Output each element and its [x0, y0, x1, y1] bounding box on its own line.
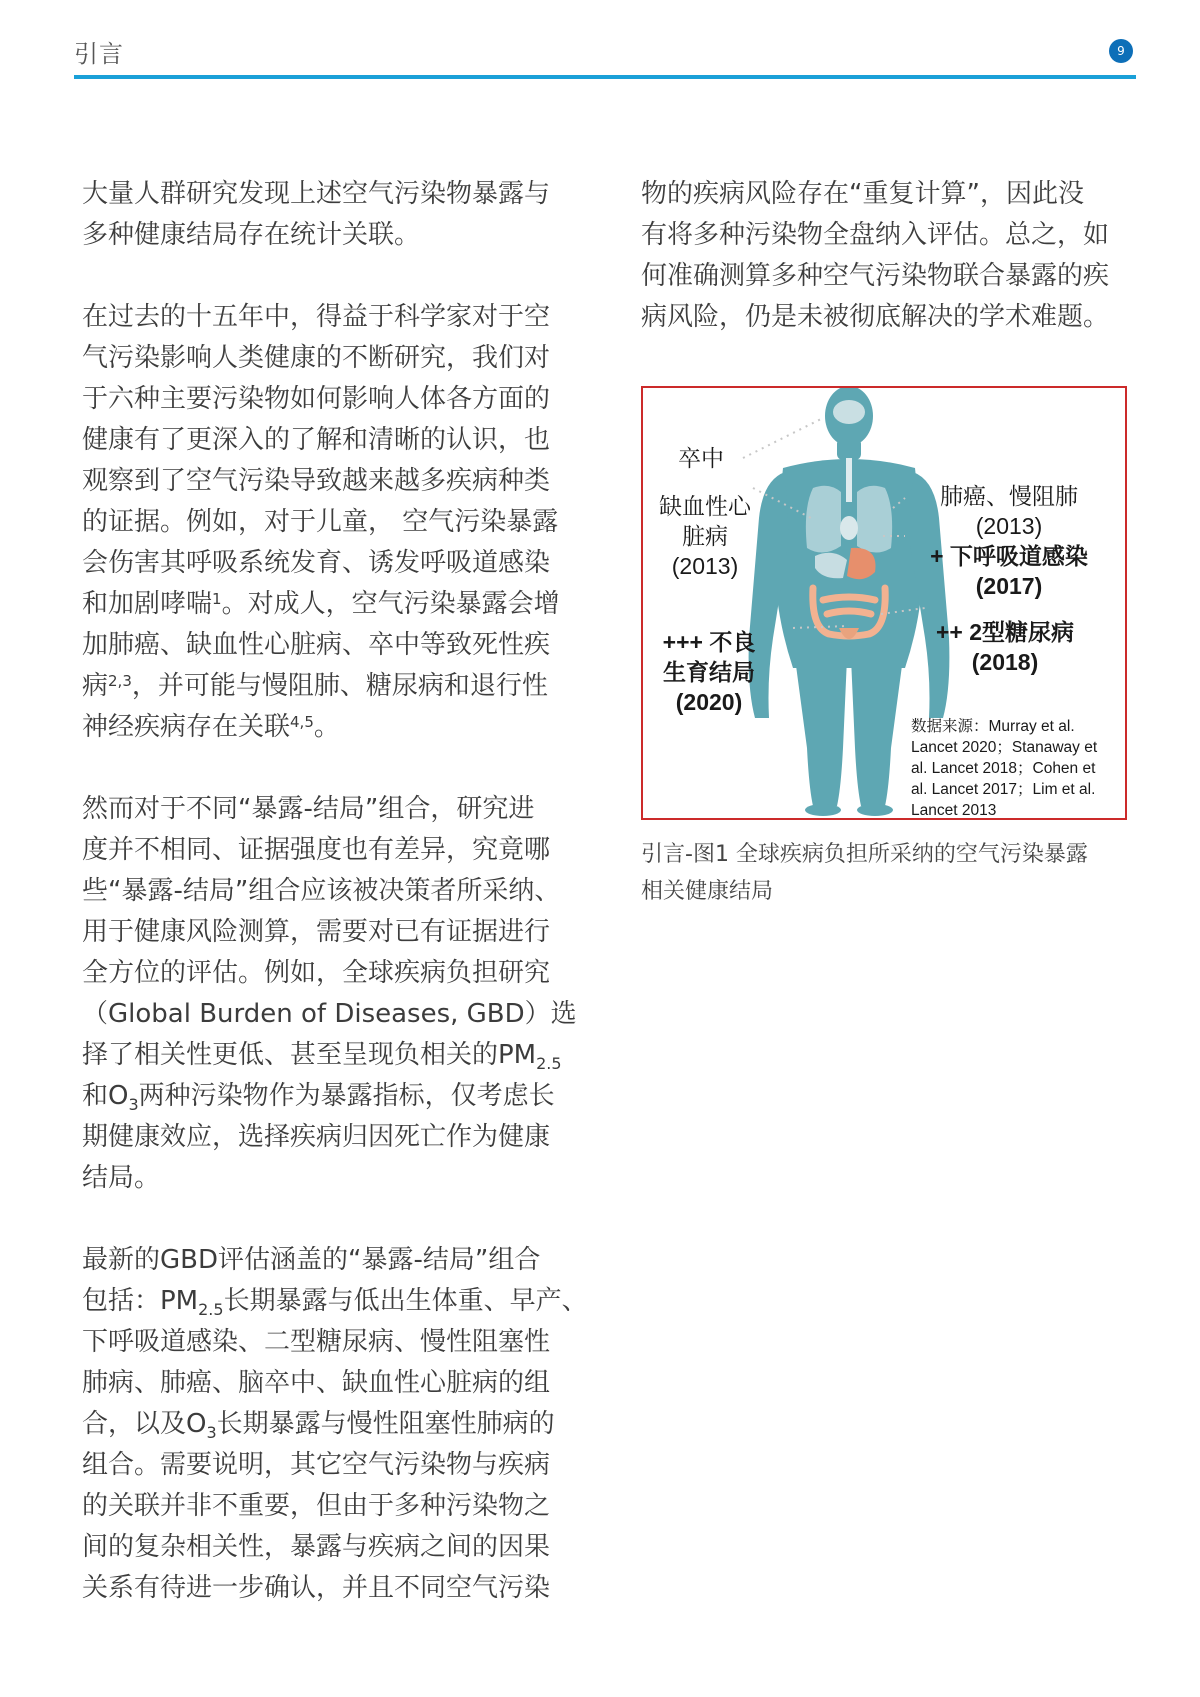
- label-ihd-year: (2013): [671, 553, 739, 579]
- text-run: 和加剧哮喘: [82, 589, 213, 619]
- text-line: 关系有待进一步确认，并且不同空气污染: [82, 1573, 551, 1603]
- text-line: 然而对于不同“暴露-结局”组合，研究进: [82, 794, 535, 824]
- text-line: 于六种主要污染物如何影响人体各方面的: [82, 384, 551, 414]
- caption-line: 引言-图1 全球疾病负担所采纳的空气污染暴露: [641, 842, 1088, 867]
- label-lri: + 下呼吸道感染: [930, 543, 1088, 569]
- label-ihd-line2: 脏病: [682, 523, 728, 549]
- text-line: 的关联并非不重要，但由于多种污染物之: [82, 1491, 551, 1521]
- running-header-title: 引言: [74, 40, 124, 68]
- text-line: [82, 1404, 582, 1445]
- text-line: 用于健康风险测算，需要对已有证据进行: [82, 917, 551, 947]
- brain-icon: [833, 400, 865, 424]
- text-line: [82, 584, 582, 625]
- citation-superscript: 1: [212, 590, 222, 608]
- text-line: 的证据。例如，对于儿童， 空气污染暴露: [82, 507, 559, 537]
- subscript: 2.5: [198, 1300, 224, 1319]
- figure-data-source: [911, 716, 1123, 820]
- label-stroke: 卒中: [678, 445, 724, 471]
- paragraph-3: [82, 789, 582, 1199]
- paragraph-2: [82, 297, 582, 748]
- citation-superscript: 2,3: [108, 672, 132, 690]
- source-line: al. Lancet 2018；Cohen et: [911, 760, 1096, 777]
- paragraph-4: [82, 1240, 588, 1609]
- text-line: 在过去的十五年中，得益于科学家对于空: [82, 302, 551, 332]
- text-run: 神经疾病存在关联: [82, 712, 291, 742]
- label-lri-year: (2017): [975, 573, 1043, 599]
- text-line: 大量人群研究发现上述空气污染物暴露与: [82, 179, 551, 209]
- citation-superscript: 4,5: [290, 713, 314, 731]
- text-run: 长期暴露与慢性阻塞性肺病的: [216, 1409, 555, 1439]
- text-run: 。: [313, 712, 340, 742]
- text-line: 期健康效应，选择疾病归因死亡作为健康: [82, 1122, 551, 1152]
- label-ihd-line1: 缺血性心: [659, 493, 751, 519]
- text-line: 间的复杂相关性，暴露与疾病之间的因果: [82, 1532, 551, 1562]
- text-line: [82, 1035, 582, 1076]
- source-line: 数据来源：Murray et al.: [911, 718, 1075, 735]
- label-birth-year: (2020): [675, 689, 743, 715]
- text-line: 会伤害其呼吸系统发育、诱发呼吸道感染: [82, 548, 551, 578]
- text-line: 最新的GBD评估涵盖的“暴露-结局”组合: [82, 1245, 541, 1275]
- trachea-icon: [846, 458, 852, 502]
- text-run: 。对成人，空气污染暴露会增: [221, 589, 560, 619]
- subscript: 3: [128, 1095, 139, 1114]
- text-run: 择了相关性更低、甚至呈现负相关的PM: [82, 1040, 537, 1070]
- label-lung-year: (2013): [975, 513, 1043, 539]
- text-line: 下呼吸道感染、二型糖尿病、慢性阻塞性: [82, 1327, 551, 1357]
- source-line: al. Lancet 2017；Lim et al.: [911, 781, 1096, 798]
- text-line: 加肺癌、缺血性心脏病、卒中等致死性疾: [82, 630, 551, 660]
- subscript: 2.5: [536, 1054, 562, 1073]
- text-run: 包括：PM: [82, 1286, 199, 1316]
- text-line: 何准确测算多种空气污染物联合暴露的疾: [641, 261, 1110, 291]
- subscript: 3: [206, 1423, 217, 1442]
- text-line: 有将多种污染物全盘纳入评估。总之，如: [641, 220, 1110, 250]
- text-line: 气污染影响人类健康的不断研究，我们对: [82, 343, 551, 373]
- health-outcomes-figure: [641, 386, 1127, 820]
- text-line: [82, 1281, 588, 1322]
- source-line: Lancet 2020；Stanaway et: [911, 739, 1098, 756]
- text-line: 肺病、肺癌、脑卒中、缺血性心脏病的组: [82, 1368, 551, 1398]
- text-line: 健康有了更深入的了解和清晰的认识，也: [82, 425, 551, 455]
- text-line: [82, 666, 582, 707]
- text-line: 组合。需要说明，其它空气污染物与疾病: [82, 1450, 551, 1480]
- label-lung: 肺癌、慢阻肺: [940, 483, 1078, 509]
- text-run: ，并可能与慢阻肺、糖尿病和退行性: [131, 671, 548, 701]
- text-run: 两种污染物作为暴露指标，仅考虑长: [138, 1081, 555, 1111]
- text-line: 度并不相同、证据强度也有差异，究竟哪: [82, 835, 551, 865]
- caption-line: 相关健康结局: [641, 879, 774, 904]
- text-line: 多种健康结局存在统计关联。: [82, 220, 421, 250]
- paragraph-1: [82, 174, 582, 256]
- label-diabetes: ++ 2型糖尿病: [935, 619, 1075, 645]
- header-divider: [74, 75, 1136, 79]
- text-line: 些“暴露-结局”组合应该被决策者所采纳、: [82, 876, 561, 906]
- text-run: 长期暴露与低出生体重、早产、: [223, 1286, 588, 1316]
- label-birth-line1: +++ 不良: [662, 629, 756, 655]
- right-text-column: [641, 174, 1141, 338]
- text-line: 结局。: [82, 1163, 161, 1193]
- page-number-badge: 9: [1109, 39, 1133, 63]
- text-line: 物的疾病风险存在“重复计算”，因此没: [641, 179, 1084, 209]
- text-line: 观察到了空气污染导致越来越多疾病种类: [82, 466, 551, 496]
- text-line: [82, 1076, 582, 1117]
- label-diabetes-year: (2018): [971, 649, 1039, 675]
- paragraph-continued: [641, 174, 1141, 338]
- text-run: 和O: [82, 1081, 129, 1111]
- text-run: 合，以及O: [82, 1409, 207, 1439]
- text-line: 病风险，仍是未被彻底解决的学术难题。: [641, 302, 1110, 332]
- figure-caption: [641, 836, 1141, 910]
- text-line: 全方位的评估。例如，全球疾病负担研究: [82, 958, 551, 988]
- text-line: [82, 707, 582, 748]
- text-run: 病: [82, 671, 109, 701]
- label-birth-line2: 生育结局: [663, 659, 755, 685]
- source-line: Lancet 2013: [911, 802, 997, 819]
- text-line: （Global Burden of Diseases, GBD）选: [82, 999, 577, 1029]
- heart-icon: [840, 516, 858, 540]
- left-text-column: [82, 174, 588, 1609]
